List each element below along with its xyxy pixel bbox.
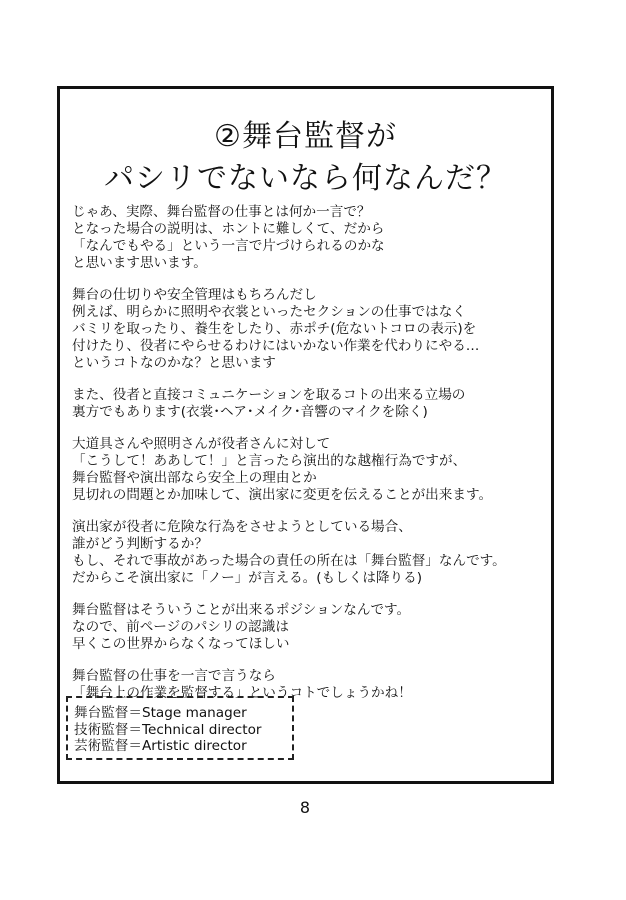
paragraph xyxy=(72,602,548,653)
text-line: と思います思います。 xyxy=(72,255,207,271)
text-line: 誰がどう判断するか？ xyxy=(72,536,208,552)
text-line: 例えば、明らかに照明や衣裳といったセクションの仕事ではなく xyxy=(72,304,466,320)
glossary-item: 芸術監督＝Artistic director xyxy=(74,738,247,754)
title-line: ②舞台監督が xyxy=(214,119,397,155)
text-line: だからこそ演出家に「ノー」が言える。(もしくは降りる) xyxy=(72,570,423,586)
glossary-box xyxy=(66,696,294,760)
paragraph xyxy=(72,387,548,421)
title-line: パシリでないなら何なんだ？ xyxy=(104,161,507,197)
text-line: 演出家が役者に危険な行為をさせようとしている場合、 xyxy=(72,519,412,535)
text-line: もし、それで事故があった場合の責任の所在は「舞台監督」なんです。 xyxy=(72,553,506,569)
paragraph xyxy=(72,519,548,587)
text-line: となった場合の説明は、ホントに難しくて、だから xyxy=(72,221,385,237)
text-line: 舞台監督の仕事を一言で言うなら xyxy=(72,668,276,684)
text-line: バミリを取ったり、養生をしたり、赤ポチ(危ないトコロの表示)を xyxy=(72,321,477,337)
text-line: なので、前ページのパシリの認識は xyxy=(72,619,289,635)
text-line: 舞台監督はそういうことが出来るポジションなんです。 xyxy=(72,602,411,618)
text-line: 大道具さんや照明さんが役者さんに対して xyxy=(72,436,331,452)
text-line: また、役者と直接コミュニケーションを取るコトの出来る立場の xyxy=(72,387,466,403)
text-line: 舞台の仕切りや安全管理はもちろんだし xyxy=(72,287,317,303)
text-line: というコトなのかな？と思います xyxy=(72,355,276,371)
paragraph xyxy=(72,204,548,272)
text-line: 「こうして！ああして！」と言ったら演出的な越権行為ですが、 xyxy=(72,453,467,469)
text-line: 「なんでもやる」という一言で片づけられるのかな xyxy=(72,238,385,254)
text-line: 裏方でもあります(衣裳･ヘア･メイク･音響のマイクを除く) xyxy=(72,404,428,420)
text-line: 付けたり、役者にやらせるわけにはいかない作業を代わりにやる… xyxy=(72,338,480,354)
paragraph xyxy=(72,436,548,504)
body-text xyxy=(72,204,548,717)
text-line: 「舞台上の作業を監督する」というコトでしょうかね！ xyxy=(72,685,412,701)
text-line: じゃあ、実際、舞台監督の仕事とは何か一言で？ xyxy=(72,204,371,220)
page-number: 8 xyxy=(299,798,311,817)
text-line: 舞台監督や演出部なら安全上の理由とか xyxy=(72,470,317,486)
page-title xyxy=(57,116,554,200)
glossary-item: 舞台監督＝Stage manager xyxy=(74,705,247,721)
text-line: 見切れの問題とか加味して、演出家に変更を伝えることが出来ます。 xyxy=(72,487,493,503)
glossary-item: 技術監督＝Technical director xyxy=(74,721,262,738)
paragraph xyxy=(72,287,548,372)
text-line: 早くこの世界からなくなってほしい xyxy=(72,636,290,652)
